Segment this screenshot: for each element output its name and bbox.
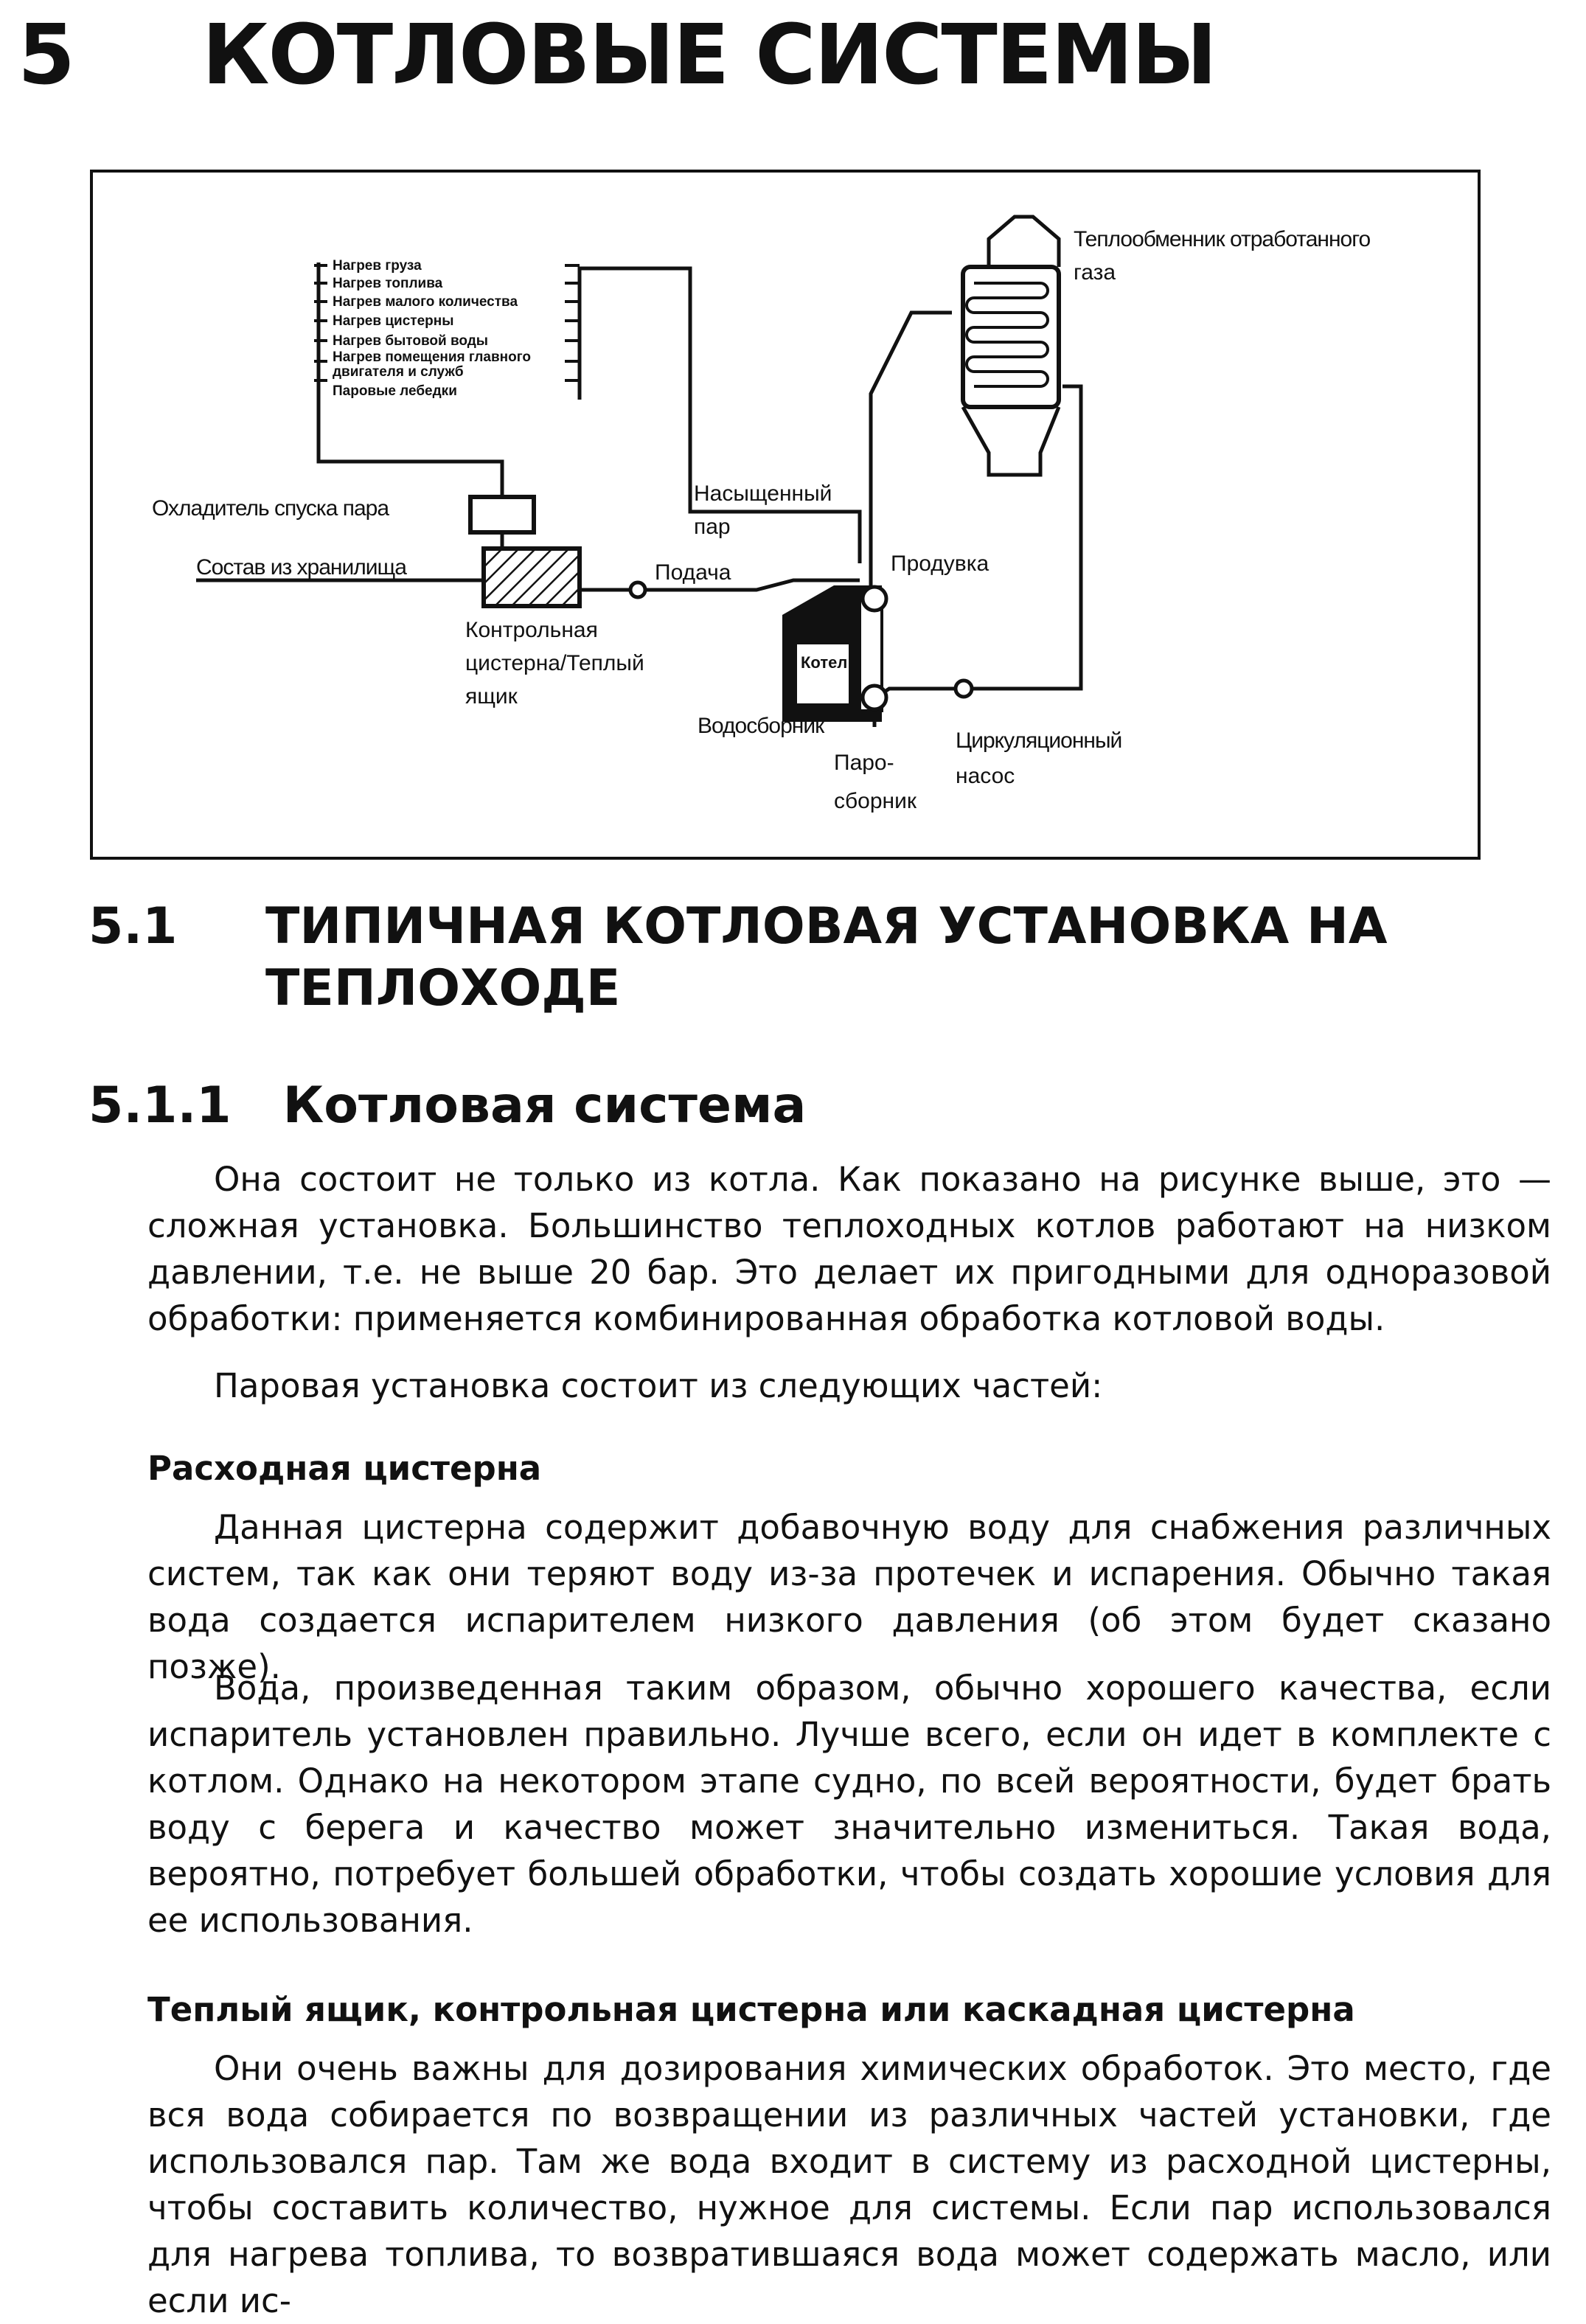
subsection-heading	[88, 1075, 1534, 1137]
hot-well-tank	[484, 549, 580, 606]
body-block-1	[147, 1156, 1551, 1342]
consumer-label: Нагрев помещения главного	[333, 349, 532, 365]
label-saturated-steam: Насыщенный	[694, 481, 832, 506]
consumer-labels	[333, 258, 531, 399]
body-block-2	[147, 1363, 1551, 1409]
subsection-title: Котловая система	[282, 1076, 807, 1135]
label-from-storage: Состав из хранилища	[196, 555, 406, 580]
paragraph: Данная цистерна содержит добавочную воду для снабжения различных систем, так как они теряют воду из-за протечек и испарения. Обычно такая вода создается испарителем низкого давления (об этом будет сказано позже).	[147, 1508, 1551, 1686]
label-tank: Контрольная	[465, 618, 598, 642]
exhaust-heat-exchanger	[963, 217, 1059, 475]
label-exhaust-hx-2: газа	[1074, 260, 1116, 285]
label-tank-3: ящик	[465, 684, 518, 709]
subsection-number: 5.1.1	[88, 1076, 232, 1135]
circulation-pump-icon	[956, 681, 972, 697]
label-circ-pump: Циркуляционный	[956, 728, 1122, 753]
body-block-3	[147, 1504, 1551, 1690]
water-drum-icon	[863, 686, 886, 709]
subheading-supply-tank: Расходная цистерна	[147, 1449, 542, 1488]
label-steam-drum: Паро-	[834, 751, 894, 775]
label-feed: Подача	[655, 560, 731, 585]
label-tank-2: цистерна/Теплый	[465, 651, 644, 675]
chapter-title: КОТЛОВЫЕ СИСТЕМЫ	[202, 7, 1216, 103]
feed-pump-icon	[630, 582, 645, 597]
diagram-canvas	[93, 173, 1478, 857]
paragraph: Вода, произведенная таким образом, обычно хорошего качества, если испаритель установлен правильно. Лучше всего, если он идет в комплекте с котлом. Однако на некотором этапе судно, по всей вероятности, будет брать воду с берега и качество может значительно измениться. Такая вода, вероятно, потребует большей обработки, чтобы создать хорошие условия для ее использования.	[147, 1669, 1551, 1940]
label-boiler: Котел	[801, 653, 848, 672]
hx-steam-pipe	[871, 313, 952, 589]
label-circ-pump-2: насос	[956, 764, 1015, 788]
body-block-5	[147, 2045, 1551, 2324]
consumer-label: Нагрев малого количества	[333, 294, 518, 310]
boiler-system-diagram	[90, 170, 1481, 860]
subheading-hot-well: Теплый ящик, контрольная цистерна или каскадная цистерна	[147, 1990, 1355, 2029]
consumer-label: Нагрев груза	[333, 258, 422, 274]
paragraph: Паровая установка состоит из следующих частей:	[214, 1366, 1103, 1405]
label-water-drum: Водосборник	[698, 714, 824, 738]
label-exhaust-hx: Теплообменник отработанного	[1074, 227, 1371, 251]
paragraph: Они очень важны для дозирования химических обработок. Это место, где вся вода собирается по возвращении из различных частей установки, где использовался пар. Там же вода входит в систему из расходной цистерны, чтобы составить количество, нужное для системы. Если пар использовался для нагрева топлива, то возвратившаяся вода может содержать масло, или если ис-	[147, 2049, 1551, 2320]
chapter-heading	[18, 0, 1216, 111]
desuperheater-box	[470, 497, 534, 532]
hx-return-pipe	[970, 386, 1081, 689]
label-desuperheater: Охладитель спуска пара	[152, 496, 389, 521]
consumer-label: Нагрев топлива	[333, 276, 443, 291]
label-saturated-steam-2: пар	[694, 515, 731, 539]
consumer-label: Паровые лебедки	[333, 383, 457, 399]
chapter-number: 5	[18, 7, 74, 103]
label-blowdown: Продувка	[891, 552, 989, 576]
consumer-label: Нагрев бытовой воды	[333, 333, 489, 349]
steam-drum-icon	[863, 587, 886, 610]
body-block-4	[147, 1665, 1551, 1944]
paragraph: Она состоит не только из котла. Как показано на рисунке выше, это — сложная установка. Большинство теплоходных котлов работают на низком давлении, т.е. не выше 20 бар. Это делает их пригодными для одноразовой обработки: применяется комбинированная обработка котловой воды.	[147, 1160, 1551, 1338]
consumer-label: Нагрев цистерны	[333, 313, 454, 329]
steam-header-pipe	[580, 268, 690, 401]
label-steam-drum-2: сборник	[834, 789, 917, 813]
section-title: ТИПИЧНАЯ КОТЛОВАЯ УСТАНОВКА НА ТЕПЛОХОДЕ	[265, 897, 1388, 1017]
consumer-label: двигателя и служб	[333, 364, 464, 380]
section-number: 5.1	[88, 897, 178, 956]
circulation-pipe	[878, 689, 957, 696]
